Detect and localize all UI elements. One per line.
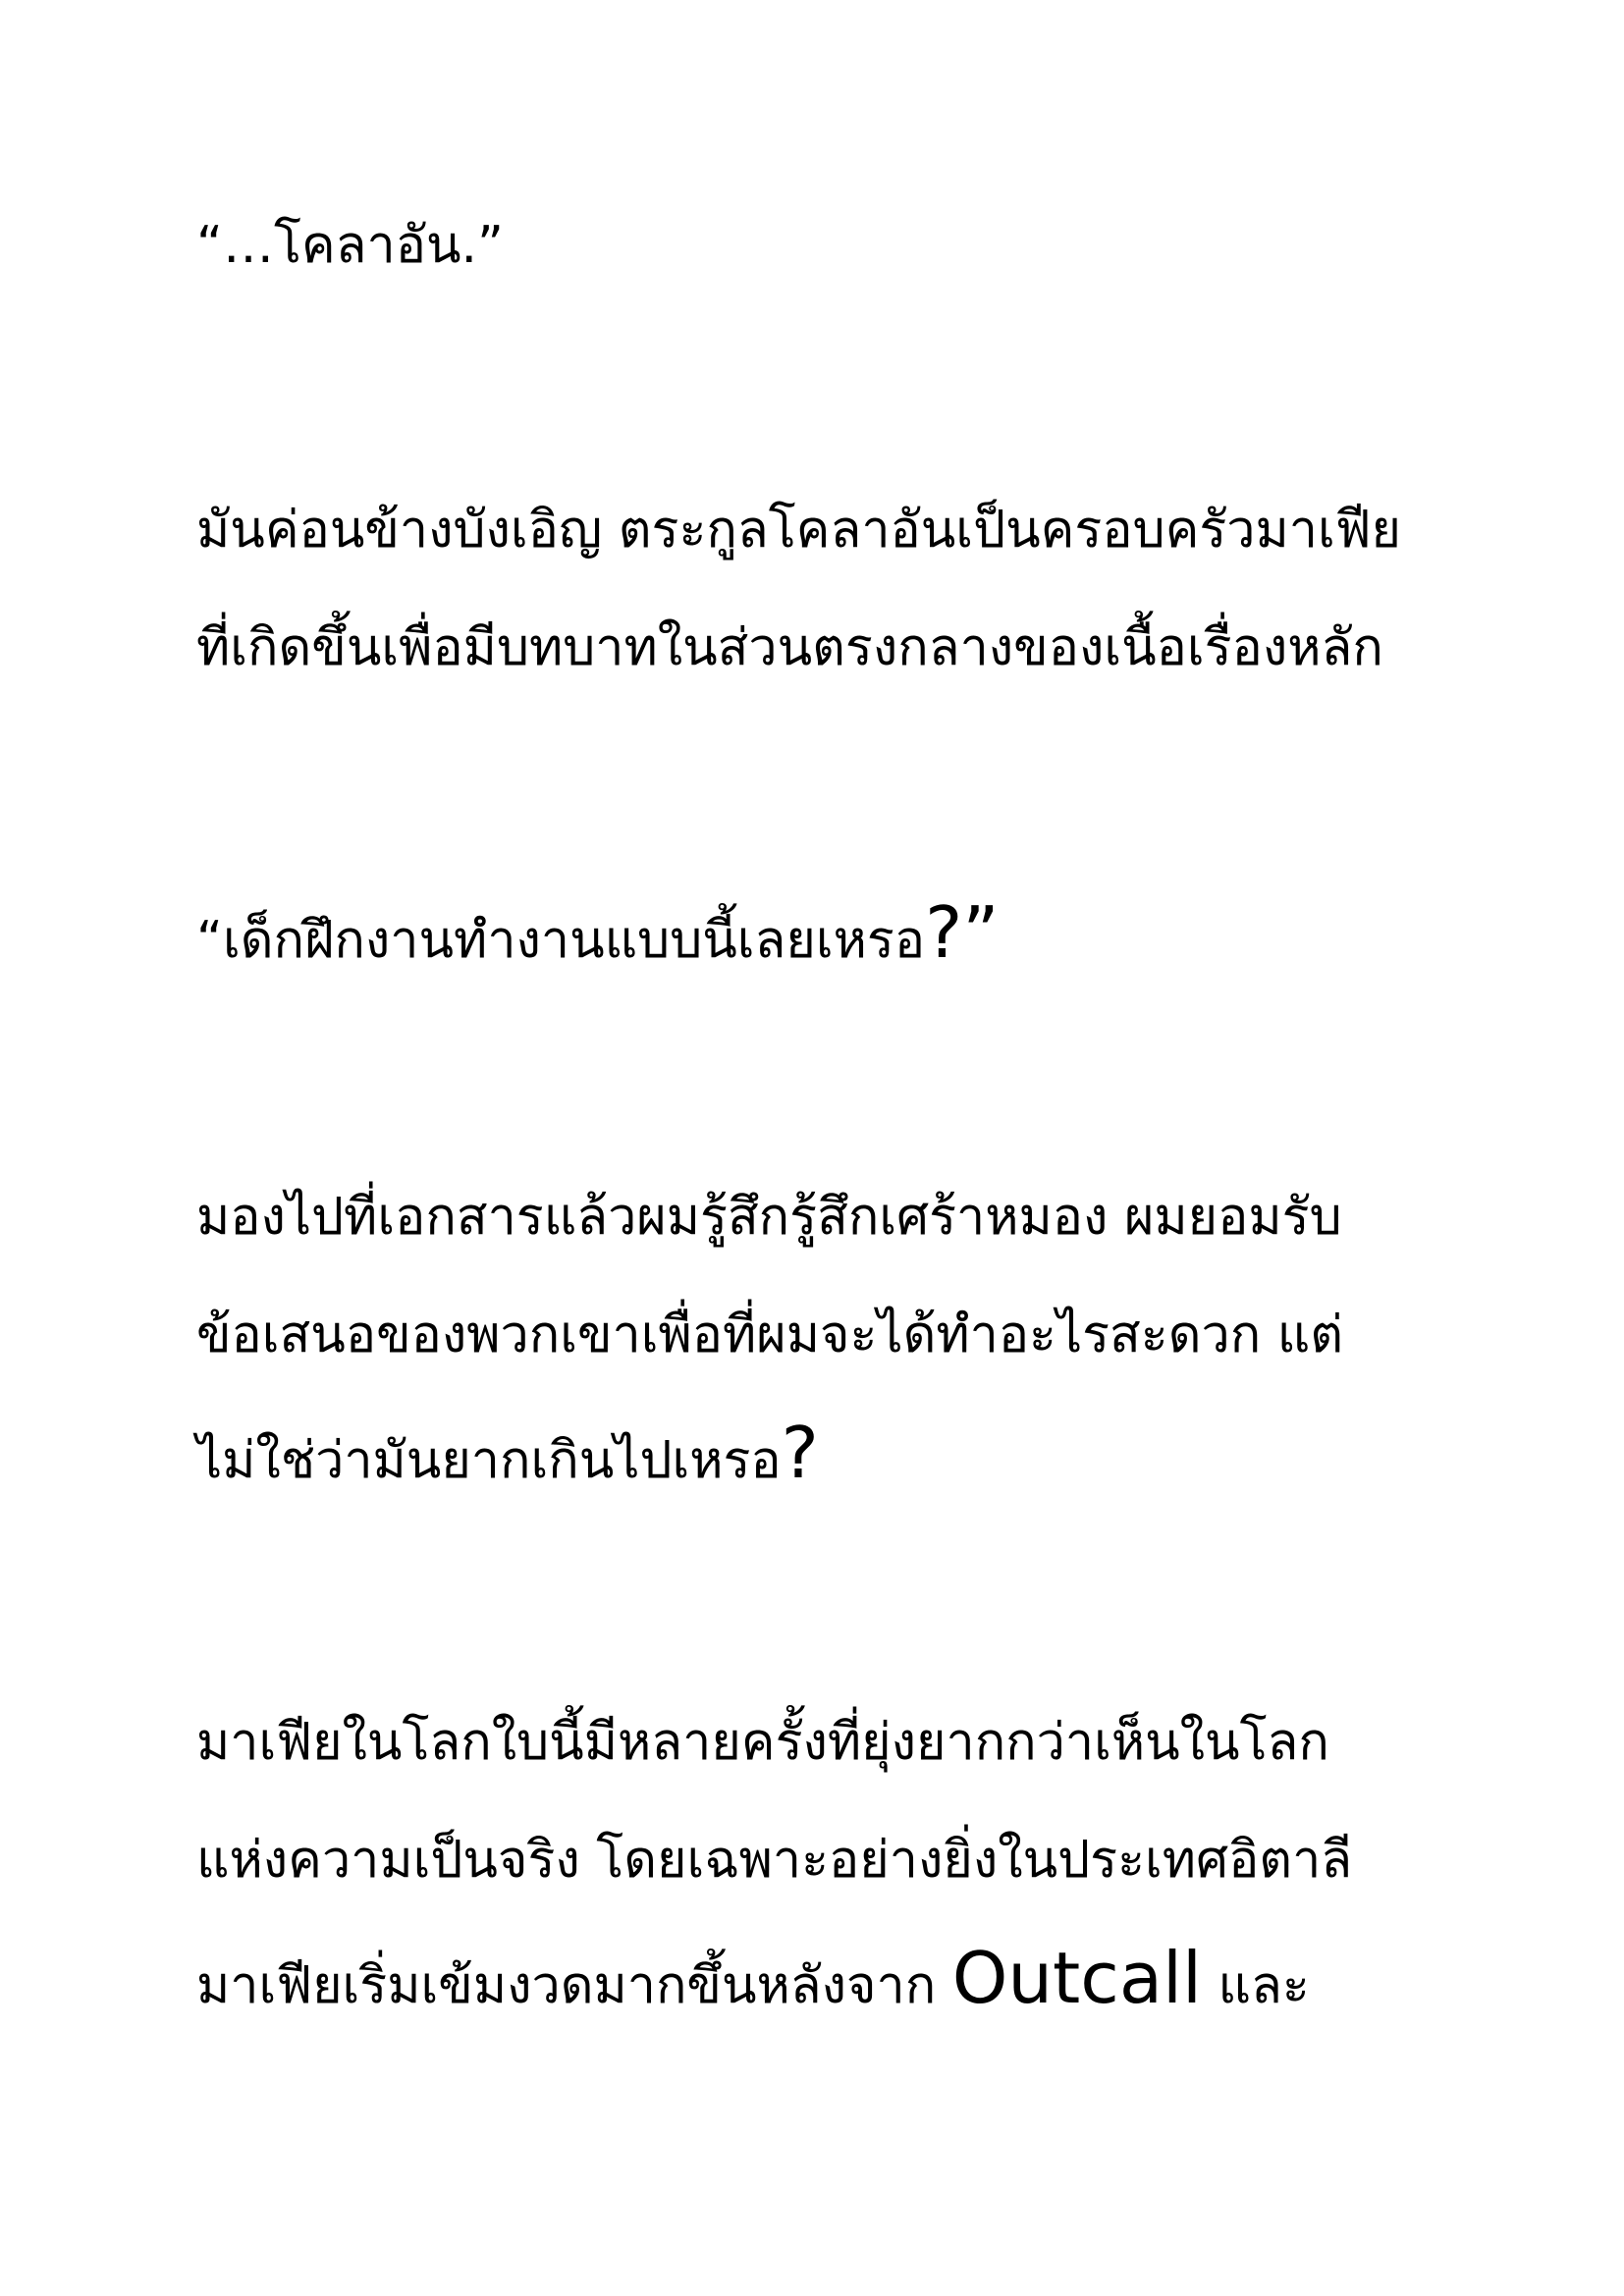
line-text: มันค่อนข้างบังเอิญ ตระกูลโคลาอันเป็นครอบครัวมาเฟีย [196, 501, 1402, 560]
line-text-after: และ [1202, 1956, 1310, 2015]
paragraph-4-line-1 [196, 1178, 1342, 1256]
line-text: มาเฟียในโลกใบนี้มีหลายครั้งที่ยุ่งยากกว่าเห็นในโลก [196, 1713, 1329, 1772]
paragraph-3-line-1 [196, 893, 1000, 980]
paragraph-5-line-3 [196, 1939, 1310, 2025]
outcall-word: Outcall [951, 1937, 1202, 2019]
paragraph-2-line-1 [196, 491, 1401, 569]
line-text: “…โคลาอัน.” [196, 216, 504, 275]
paragraph-4-line-2 [196, 1296, 1343, 1374]
line-text: “เด็กฝึกงานทำงานแบบนี้เลยเหรอ [196, 911, 926, 970]
line-text: ที่เกิดขึ้นเพื่อมีบทบาทในส่วนตรงกลางของเนื้อเรื่องหลัก [196, 618, 1383, 677]
line-text: ไม่ใช่ว่ามันยากเกินไปเหรอ [196, 1431, 782, 1490]
paragraph-5-line-1 [196, 1703, 1329, 1782]
paragraph-1-line-1 [196, 206, 504, 285]
line-text: มาเฟียเริ่มเข้มงวดมากขึ้นหลังจาก [196, 1956, 952, 2015]
line-text: แห่งความเป็นจริง โดยเฉพาะอย่างยิ่งในประเทศอิตาลี [196, 1831, 1353, 1890]
paragraph-2-line-2 [196, 609, 1383, 687]
question-mark: ?” [925, 891, 1000, 974]
line-text: มองไปที่เอกสารแล้วผมรู้สึกรู้สึกเศร้าหมอง ผมยอมรับ [196, 1188, 1342, 1247]
paragraph-4-line-3 [196, 1414, 819, 1500]
line-text: ข้อเสนอของพวกเขาเพื่อที่ผมจะได้ทำอะไรสะดวก แต่ [196, 1306, 1343, 1364]
paragraph-5-line-2 [196, 1821, 1352, 1899]
question-mark: ? [781, 1412, 819, 1494]
